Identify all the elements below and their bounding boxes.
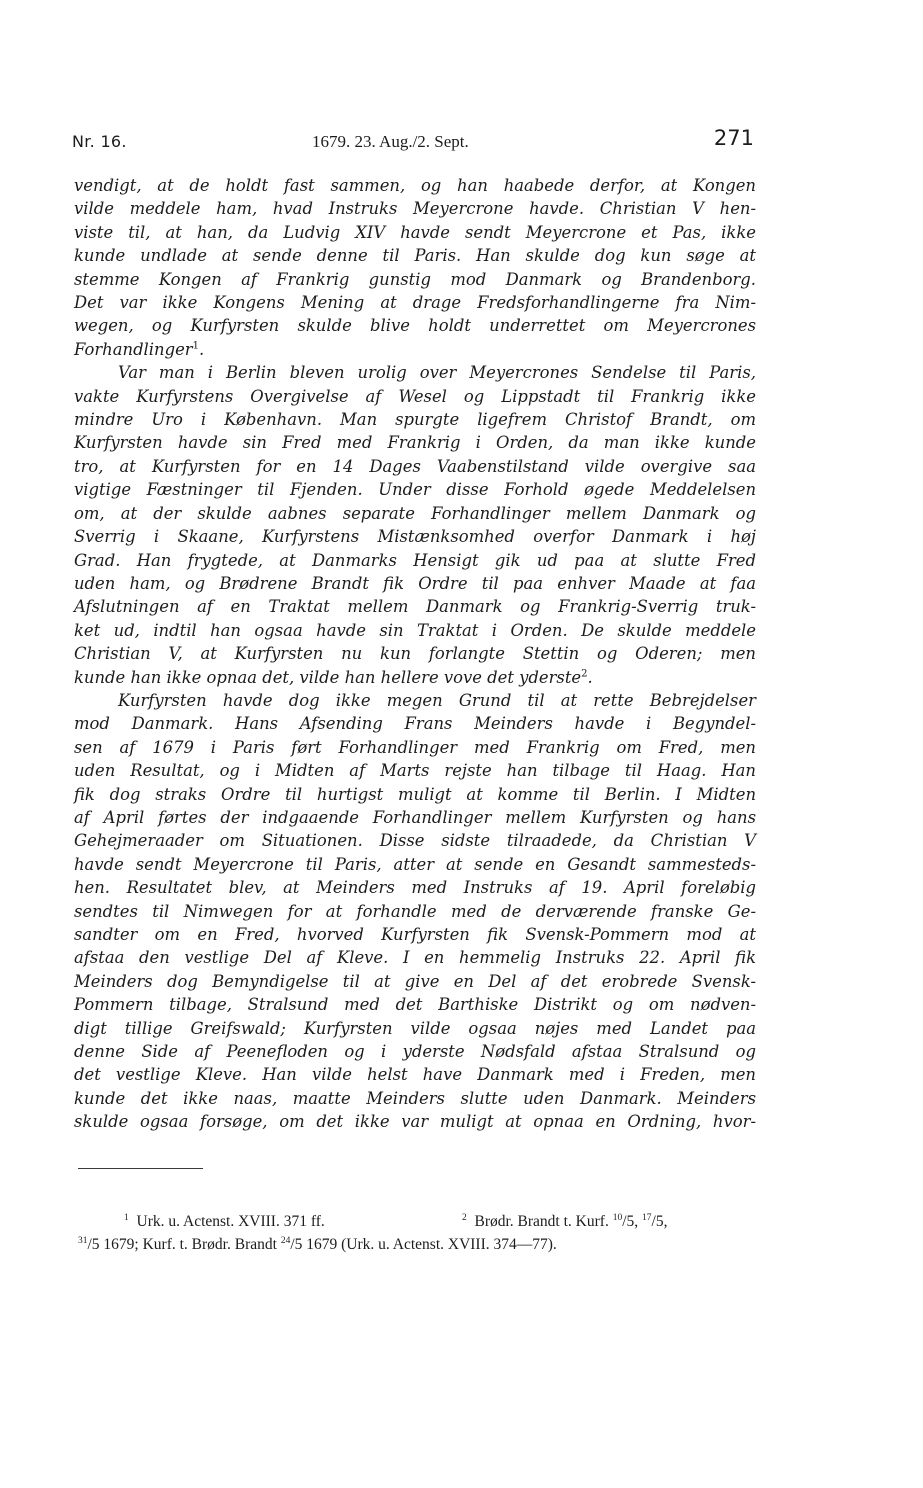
text-line: denne Side af Peenefloden og i yderste Nødsfald afstaa Stralsund og	[74, 1042, 756, 1062]
text-line: tro, at Kurfyrsten for en 14 Dages Vaabenstilstand vilde overgive saa	[74, 456, 756, 476]
text-line: digt tillige Greifswald; Kurfyrsten vilde ogsaa nøjes med Landet paa	[74, 1018, 756, 1038]
text-line: vigtige Fæstninger til Fjenden. Under disse Forhold øgede Meddelelsen	[74, 480, 756, 500]
footnotes	[78, 1210, 754, 1256]
text-line: viste til, at han, da Ludvig XIV havde sendt Meyercrone et Pas, ikke	[74, 222, 756, 242]
period: .	[587, 667, 593, 687]
text-line: uden ham, og Brødrene Brandt fik Ordre til paa enhver Maade at faa	[74, 573, 756, 593]
text-line: Afslutningen af en Traktat mellem Danmark og Frankrig-Sverrig truk-	[74, 597, 756, 617]
text-line: vilde meddele ham, hvad Instruks Meyercrone havde. Christian V hen-	[74, 199, 756, 219]
body-text	[74, 174, 756, 1134]
text-line-with-note	[74, 666, 756, 689]
text-line: sandter om en Fred, hvorved Kurfyrsten fik Svensk-Pommern mod at	[74, 925, 756, 944]
date-numerator: 17	[642, 1212, 652, 1223]
footnote-text: /5 1679; Kurf. t. Brødr. Brandt	[87, 1236, 281, 1253]
text-line: Forhandlinger	[74, 339, 193, 359]
footnote-text: Urk. u. Actenst. XVIII. 371 ff.	[136, 1213, 325, 1230]
text-line: mindre Uro i København. Man spurgte ligefrem Christof Brandt, om	[74, 410, 756, 430]
footnote-ref: 1	[192, 340, 199, 352]
footnote-1	[124, 1210, 325, 1233]
footnote-line	[78, 1210, 754, 1233]
text-line: mod Danmark. Hans Afsending Frans Meinders havde i Begyndel-	[74, 714, 756, 734]
footnote-text: Brødr. Brandt t. Kurf.	[474, 1213, 609, 1230]
text-line: skulde ogsaa forsøge, om det ikke var muligt at opnaa en Ordning, hvor-	[74, 1112, 756, 1132]
text-line: Grad. Han frygtede, at Danmarks Hensigt gik ud paa at slutte Fred	[74, 550, 756, 570]
text-line: ket ud, indtil han ogsaa havde sin Traktat i Orden. De skulde meddele	[74, 620, 756, 640]
paragraph-start-line: Kurfyrsten havde dog ikke megen Grund til at rette Bebrejdelser	[118, 690, 756, 710]
text-line: fik dog straks Ordre til hurtigst muligt at komme til Berlin. I Midten	[74, 784, 756, 804]
footnote-line	[78, 1233, 754, 1256]
text-line: kunde han ikke opnaa det, vilde han hellere vove det yderste	[74, 667, 582, 687]
date-numerator: 31	[78, 1235, 88, 1246]
text-line: Gehejmeraader om Situationen. Disse sidste tilraadede, da Christian V	[74, 831, 756, 851]
text-line: hen. Resultatet blev, at Meinders med Instruks af 19. April foreløbig	[74, 878, 756, 898]
text-line: Meinders dog Bemyndigelse til at give en Del af det erobrede Svensk-	[74, 971, 756, 991]
footnote-text: /5 1679 (Urk. u. Actenst. XVIII. 374—77).	[290, 1236, 557, 1253]
text-line: Pommern tilbage, Stralsund med det Barthiske Distrikt og om nødven-	[74, 995, 756, 1015]
footnote-divider	[78, 1168, 203, 1169]
text-line: vendigt, at de holdt fast sammen, og han haabede derfor, at Kongen	[74, 176, 756, 195]
date-denominator: /5,	[622, 1213, 643, 1230]
text-line: vakte Kurfyrstens Overgivelse af Wesel og Lippstadt til Frankrig ikke	[74, 386, 756, 406]
text-line: stemme Kongen af Frankrig gunstig mod Danmark og Brandenborg.	[74, 269, 756, 289]
text-line: sen af 1679 i Paris ført Forhandlinger med Frankrig om Fred, men	[74, 737, 756, 757]
text-line: wegen, og Kurfyrsten skulde blive holdt underrettet om Meyercrones	[74, 316, 756, 336]
text-line-with-note	[74, 338, 756, 361]
text-line: om, at der skulde aabnes separate Forhandlinger mellem Danmark og	[74, 503, 756, 523]
text-line: Sverrig i Skaane, Kurfyrstens Mistænksomhed overfor Danmark i høj	[74, 527, 756, 547]
footnote-number: 1	[124, 1212, 129, 1223]
footnote-2-continued	[78, 1233, 557, 1256]
text-line: af April førtes der indgaaende Forhandlinger mellem Kurfyrsten og hans	[74, 807, 756, 827]
text-line: kunde undlade at sende denne til Paris. Han skulde dog kun søge at	[74, 246, 756, 266]
page-number: 271	[713, 126, 754, 150]
paragraph-start-line: Var man i Berlin bleven urolig over Meyercrones Sendelse til Paris,	[118, 363, 756, 383]
footnote-ref: 2	[581, 668, 588, 680]
period: .	[199, 339, 205, 359]
date-range: 1679. 23. Aug./2. Sept.	[312, 132, 469, 151]
date-denominator: /5,	[651, 1213, 668, 1230]
text-line: det vestlige Kleve. Han vilde helst have Danmark med i Freden, men	[74, 1065, 756, 1085]
issue-number: Nr. 16.	[72, 132, 127, 151]
running-header	[72, 126, 754, 156]
text-line: kunde det ikke naas, maatte Meinders slutte uden Danmark. Meinders	[74, 1088, 756, 1108]
date-numerator: 10	[612, 1212, 623, 1223]
text-line: havde sendt Meyercrone til Paris, atter at sende en Gesandt sammesteds-	[74, 854, 756, 874]
footnote-2	[462, 1210, 667, 1233]
footnote-number: 2	[462, 1212, 467, 1223]
text-line: Kurfyrsten havde sin Fred med Frankrig i Orden, da man ikke kunde	[74, 433, 756, 453]
date-numerator: 24	[280, 1235, 291, 1246]
text-line: Det var ikke Kongens Mening at drage Fredsforhandlingerne fra Nim-	[74, 293, 756, 313]
text-line: afstaa den vestlige Del af Kleve. I en hemmelig Instruks 22. April fik	[74, 948, 756, 968]
text-line: uden Resultat, og i Midten af Marts rejste han tilbage til Haag. Han	[74, 761, 756, 781]
text-line: sendtes til Nimwegen for at forhandle med de derværende franske Ge-	[74, 901, 756, 921]
text-line: Christian V, at Kurfyrsten nu kun forlangte Stettin og Oderen; men	[74, 644, 756, 664]
